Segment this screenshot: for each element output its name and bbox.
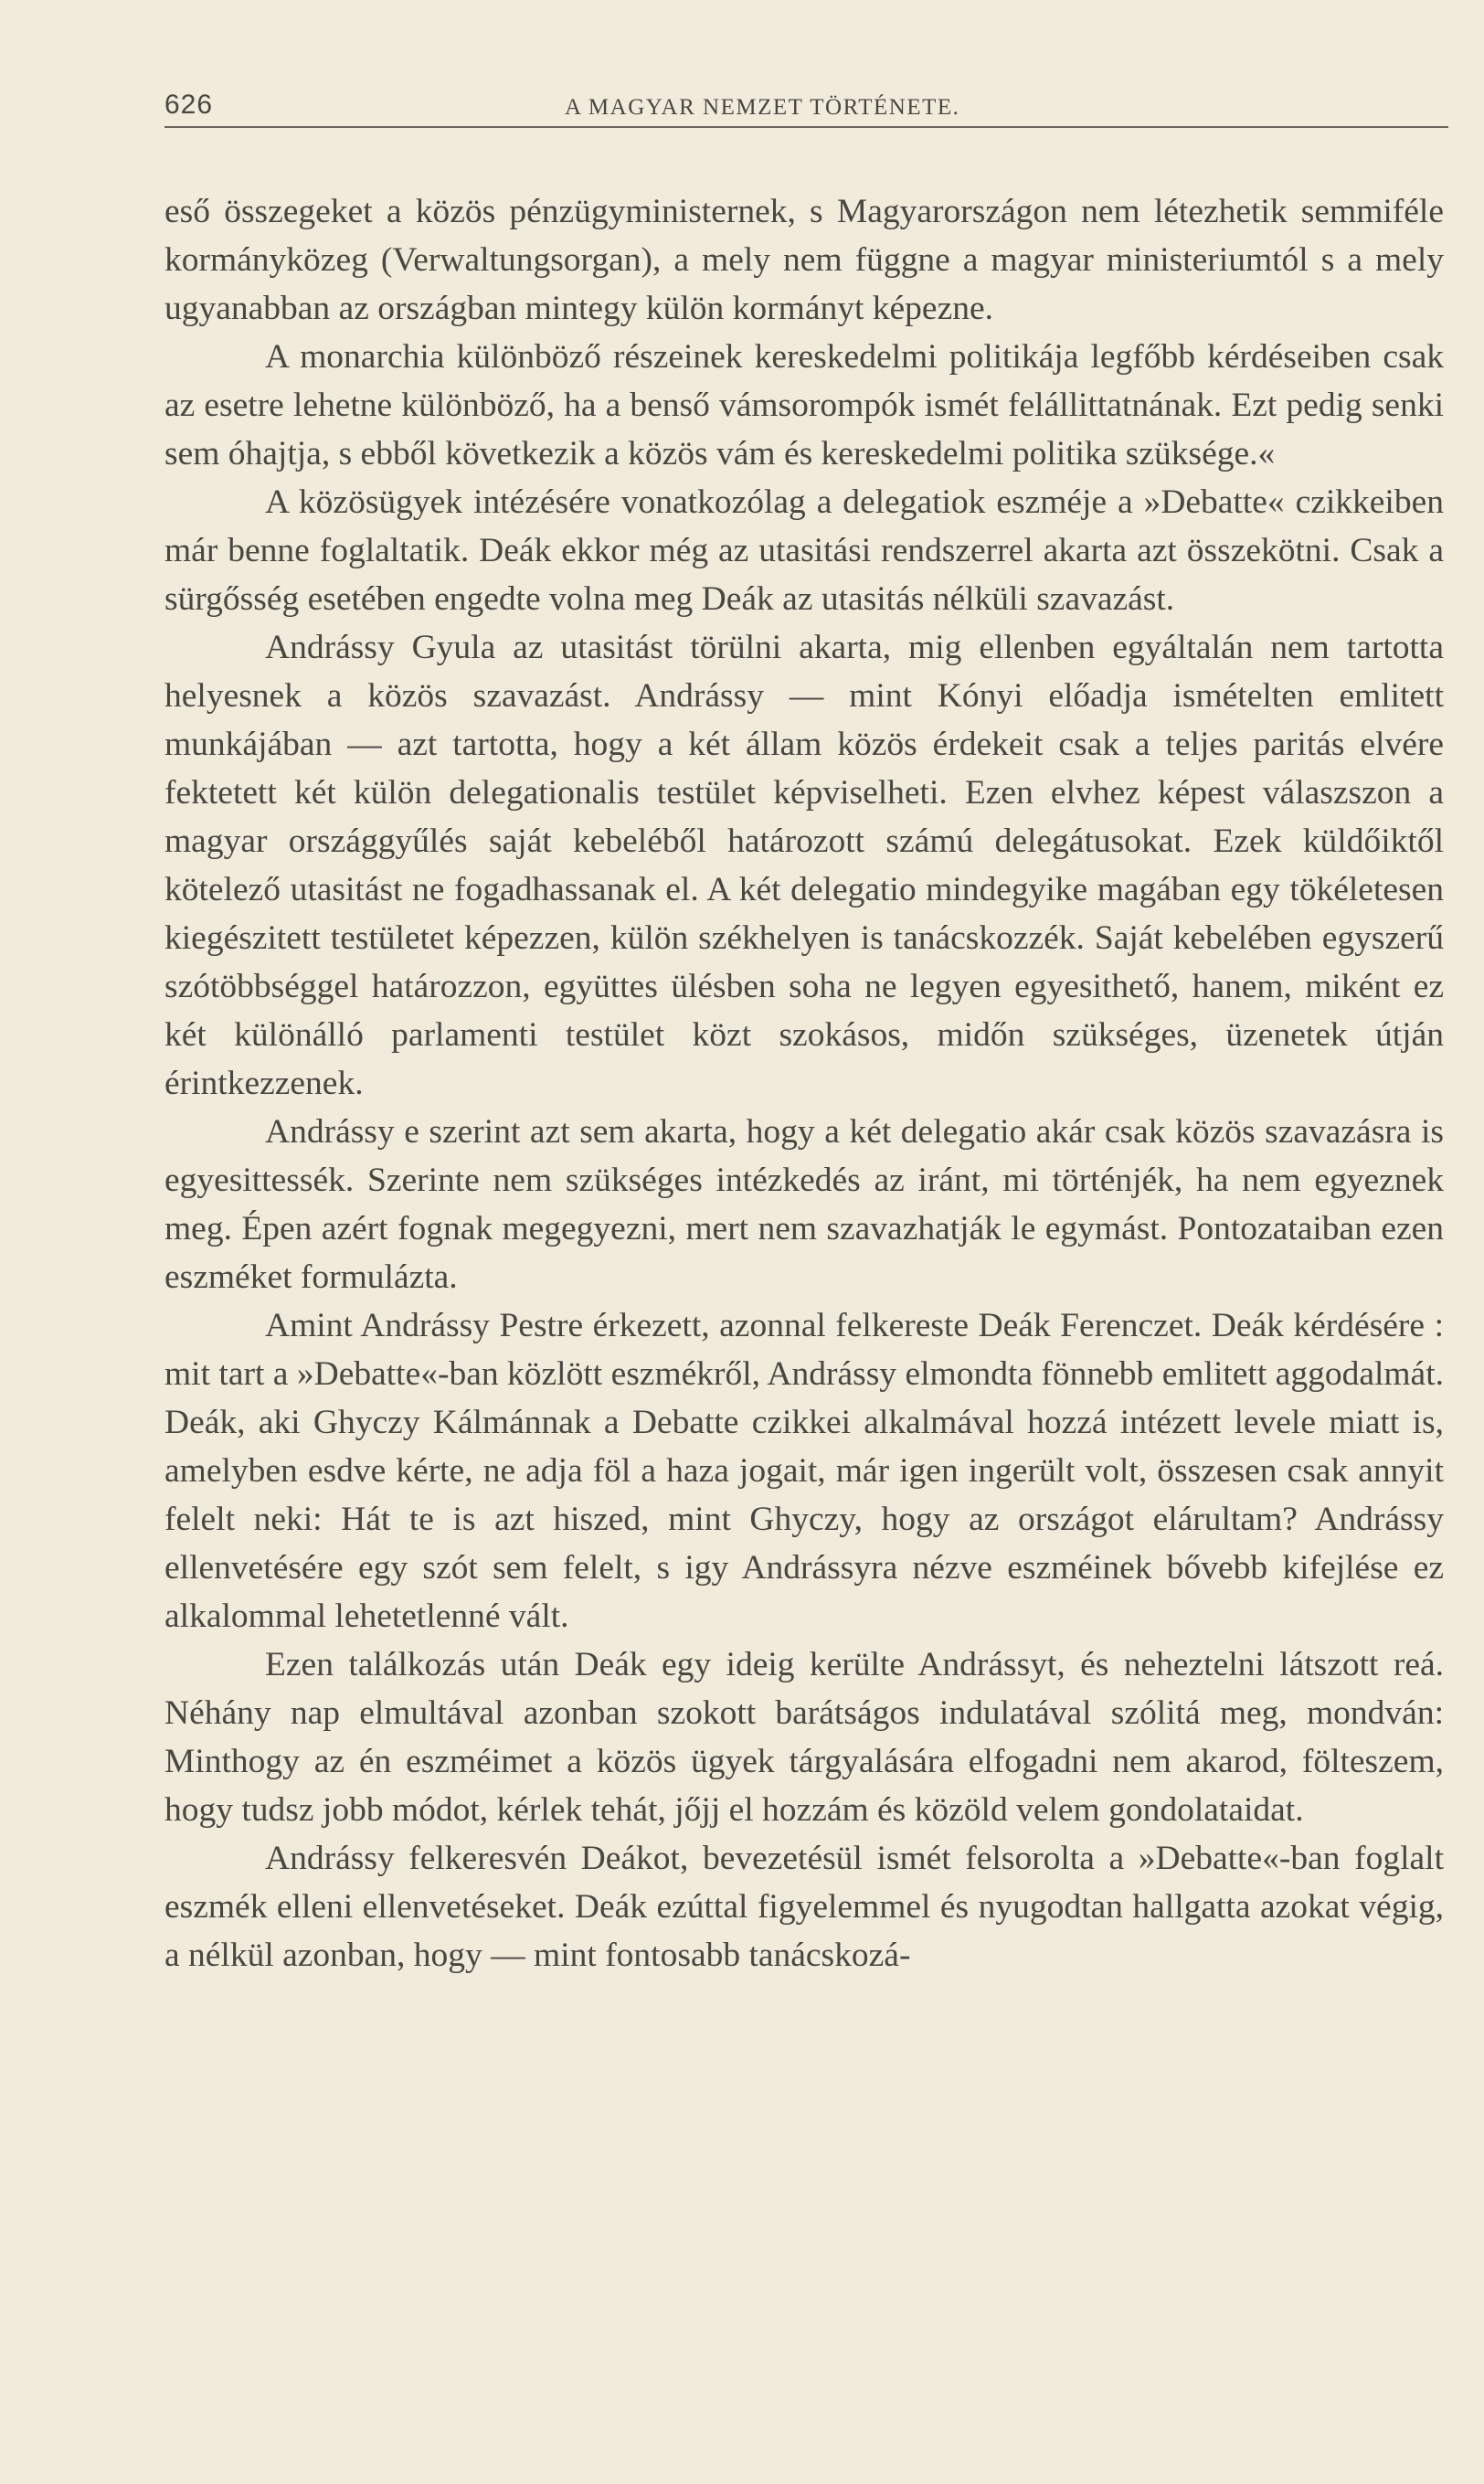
paragraph: A monarchia különböző részeinek kereskedelmi politikája legfőbb kérdéseiben csak az esetre lehetne különböző, ha a benső vámsorompók ismét felállittatnának. Ezt pedig senki sem óhajtja, s ebből következik a közös vám és kereskedelmi politika szüksége.«: [164, 338, 1444, 472]
paragraph: A közösügyek intézésére vonatkozólag a delegatiok eszméje a »Debatte« czikkeiben már benne foglaltatik. Deák ekkor még az utasitási rendszerrel akarta azt összekötni. Csak a sürgősség esetében engedte volna meg Deák az utasitás nélküli szavazást.: [164, 483, 1444, 618]
page-number: 626: [164, 90, 214, 120]
paragraph: Andrássy felkeresvén Deákot, bevezetésül ismét felsorolta a »Debatte«-ban foglalt eszmék elleni ellenvetéseket. Deák ezúttal figyelemmel és nyugodtan hallgatta azokat végig, a nélkül azonban, hogy — mint fontosabb tanácskozá-: [164, 1840, 1444, 1974]
paragraph: Andrássy e szerint azt sem akarta, hogy a két delegatio akár csak közös szavazásra is egyesittessék. Szerinte nem szükséges intézkedés az iránt, mi történjék, ha nem egyeznek meg. Épen azért fognak megegyezni, mert nem szavazhatják le egymást. Pontozataiban ezen eszméket formulázta.: [164, 1113, 1444, 1296]
running-title: A MAGYAR NEMZET TÖRTÉNETE.: [565, 95, 960, 120]
page-header: [164, 90, 1448, 128]
paragraph: Ezen találkozás után Deák egy ideig kerülte Andrássyt, és neheztelni látszott reá. Néhány nap elmultával azonban szokott barátságos indulatával szólitá meg, mondván: Minthogy az én eszméimet a közös ügyek tárgyalására elfogadni nem akarod, fölteszem, hogy tudsz jobb módot, kérlek tehát, jőjj el hozzám és közöld velem gondolataidat.: [164, 1646, 1444, 1829]
paragraph: Amint Andrássy Pestre érkezett, azonnal felkereste Deák Ferenczet. Deák kérdésére : mit tart a »Debatte«-ban közlött eszmékről, Andrássy elmondta fönnebb emlitett aggodalmát. Deák, aki Ghyczy Kálmánnak a Debatte czikkei alkalmával hozzá intézett levele miatt is, amelyben esdve kérte, ne adja föl a haza jogait, már igen ingerült volt, összesen csak annyit felelt neki: Hát te is azt hiszed, mint Ghyczy, hogy az országot elárultam? Andrássy ellenvetésére egy szót sem felelt, s igy Andrássyra nézve eszméinek bővebb kifejlése ez alkalommal lehetetlenné vált.: [164, 1307, 1444, 1635]
body-text: [164, 187, 1444, 1980]
paragraph: Andrássy Gyula az utasitást törülni akarta, mig ellenben egyáltalán nem tartotta helyesnek a közös szavazást. Andrássy — mint Kónyi előadja ismételten emlitett munkájában — azt tartotta, hogy a két állam közös érdekeit csak a teljes paritás elvére fektetett két külön delegationalis testület képviselheti. Ezen elvhez képest válaszszon a magyar országgyűlés saját kebeléből határozott számú delegátusokat. Ezek küldőiktől kötelező utasitást ne fogadhassanak el. A két delegatio mindegyike magában egy tökéletesen kiegészitett testületet képezzen, külön székhelyen is tanácskozzék. Saját kebelében egyszerű szótöbbséggel határozzon, együttes ülésben soha ne legyen egyesithető, hanem, miként ez két különálló parlamenti testület közt szokásos, midőn szükséges, üzenetek útján érintkezzenek.: [164, 629, 1444, 1102]
paragraph: eső összegeket a közös pénzügyministernek, s Magyarországon nem létezhetik semmiféle kormányközeg (Verwaltungsorgan), a mely nem függne a magyar ministeriumtól s a mely ugyanabban az országban mintegy külön kormányt képezne.: [164, 193, 1444, 327]
